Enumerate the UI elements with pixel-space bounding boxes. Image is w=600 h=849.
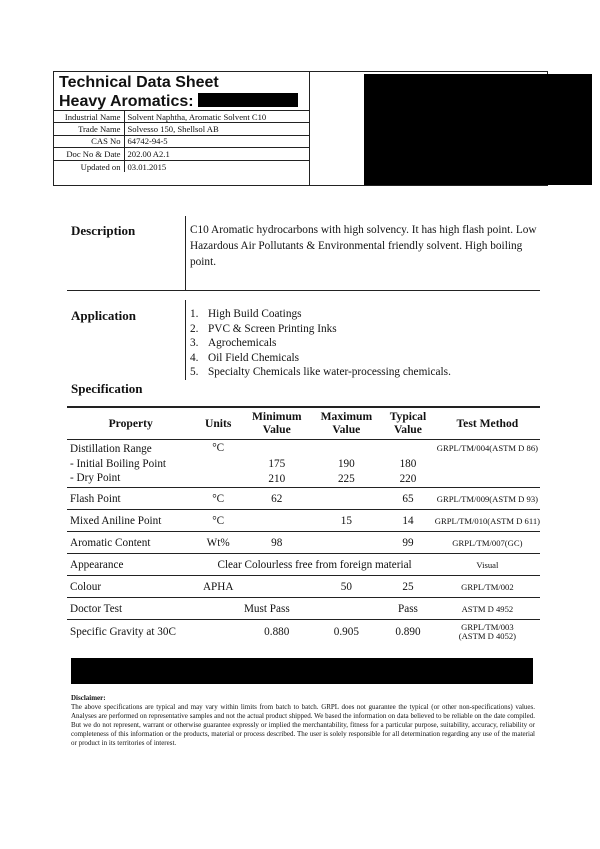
trade-name-value: Solvesso 150, Shellsol AB (124, 123, 309, 135)
table-row: Appearance Clear Colourless free from foreign material Visual (67, 554, 540, 576)
appearance-value: Clear Colourless free from foreign material (194, 554, 434, 576)
description-text: C10 Aromatic hydrocarbons with high solvency. It has high flash point. Low Hazardous Air Pollutants & Environmental friendly solvent. High boiling point. (190, 224, 537, 268)
trade-name-label: Trade Name (54, 123, 124, 135)
header-row (54, 111, 309, 123)
cas-no-label: CAS No (54, 135, 124, 147)
title-line-1: Technical Data Sheet (59, 74, 219, 91)
header-box (53, 71, 548, 186)
header-info-panel (54, 72, 310, 185)
disclaimer-text: The above specifications are typical and may vary within limits from batch to batch. GRPL does not guarantee the typical (or other non-specifications) values. Analyses are performed on representative samples and not the actual product shipped. We based the information on data believed to be reliable on the date compiled. But we do not represent, warrant or otherwise guarantee expressly or implied the merchantability, fitness for a particular purpose, suitability, accuracy, reliability or completeness of this information or the products, material or process described. The user is solely responsible for all determination regarding any use of the material or product in its territories of interest. (71, 703, 535, 748)
redacted-logo-block (364, 74, 592, 185)
units-header: Units (194, 408, 242, 440)
header-row (54, 160, 309, 172)
table-row: Flash Point °C 62 65 GRPL/TM/009(ASTM D 93) (67, 488, 540, 510)
application-list (190, 307, 451, 380)
specification-label: Specification (71, 381, 143, 396)
updated-on-label: Updated on (54, 160, 124, 172)
description-label: Description (71, 223, 136, 238)
doc-no-value: 202.00 A2.1 (124, 148, 309, 160)
description-divider (185, 216, 186, 291)
cas-no-value: 64742-94-5 (124, 135, 309, 147)
industrial-name-value: Solvent Naphtha, Aromatic Solvent C10 (124, 111, 309, 123)
doc-no-label: Doc No & Date (54, 148, 124, 160)
title-line-2: Heavy Aromatics: (59, 93, 194, 110)
table-row: Mixed Aniline Point °C 15 14 GRPL/TM/010(ASTM D 611) (67, 510, 540, 532)
list-item: 4. Oil Field Chemicals (190, 351, 299, 364)
header-info-table (54, 110, 309, 172)
table-row: - Initial Boiling Point 175 190 180 (70, 457, 417, 470)
disclaimer-title: Disclaimer: (71, 694, 106, 702)
header-row (54, 148, 309, 160)
table-row: Colour APHA 50 25 GRPL/TM/002 (67, 576, 540, 598)
list-item: 1. High Build Coatings (190, 308, 302, 320)
property-header: Property (67, 408, 194, 440)
list-item: 3. Agrochemicals (190, 337, 277, 350)
list-item: 5. Specialty Chemicals like water-processing chemicals. (190, 366, 451, 379)
table-row: Aromatic Content Wt% 98 99 GRPL/TM/007(GC) (67, 532, 540, 554)
list-item: 2. PVC & Screen Printing Inks (190, 322, 337, 335)
disclaimer (71, 694, 535, 749)
table-row: Distillation Range °C GRPL/TM/004(ASTM D 86) (70, 441, 538, 456)
table-row: - Dry Point 210 225 220 (67, 472, 540, 488)
updated-on-value: 03.01.2015 (124, 160, 309, 172)
redacted-product-name (198, 93, 298, 107)
test-method-header: Test Method (435, 408, 540, 440)
typical-value-header: Typical Value (381, 408, 435, 440)
table-row: Specific Gravity at 30C 0.880 0.905 0.890 GRPL/TM/003 (ASTM D 4052) (70, 621, 517, 641)
specification-table (67, 408, 540, 644)
table-row: Doctor Test Must Pass Pass ASTM D 4952 (67, 598, 540, 620)
max-value-header: Maximum Value (312, 408, 382, 440)
table-header-row (67, 408, 540, 440)
header-row (54, 135, 309, 147)
redacted-footer-block (71, 658, 533, 684)
industrial-name-label: Industrial Name (54, 111, 124, 123)
section-divider (67, 290, 540, 291)
application-divider (185, 300, 186, 380)
document-title (59, 73, 298, 111)
header-row (54, 123, 309, 135)
min-value-header: Minimum Value (242, 408, 312, 440)
application-label: Application (71, 308, 137, 323)
